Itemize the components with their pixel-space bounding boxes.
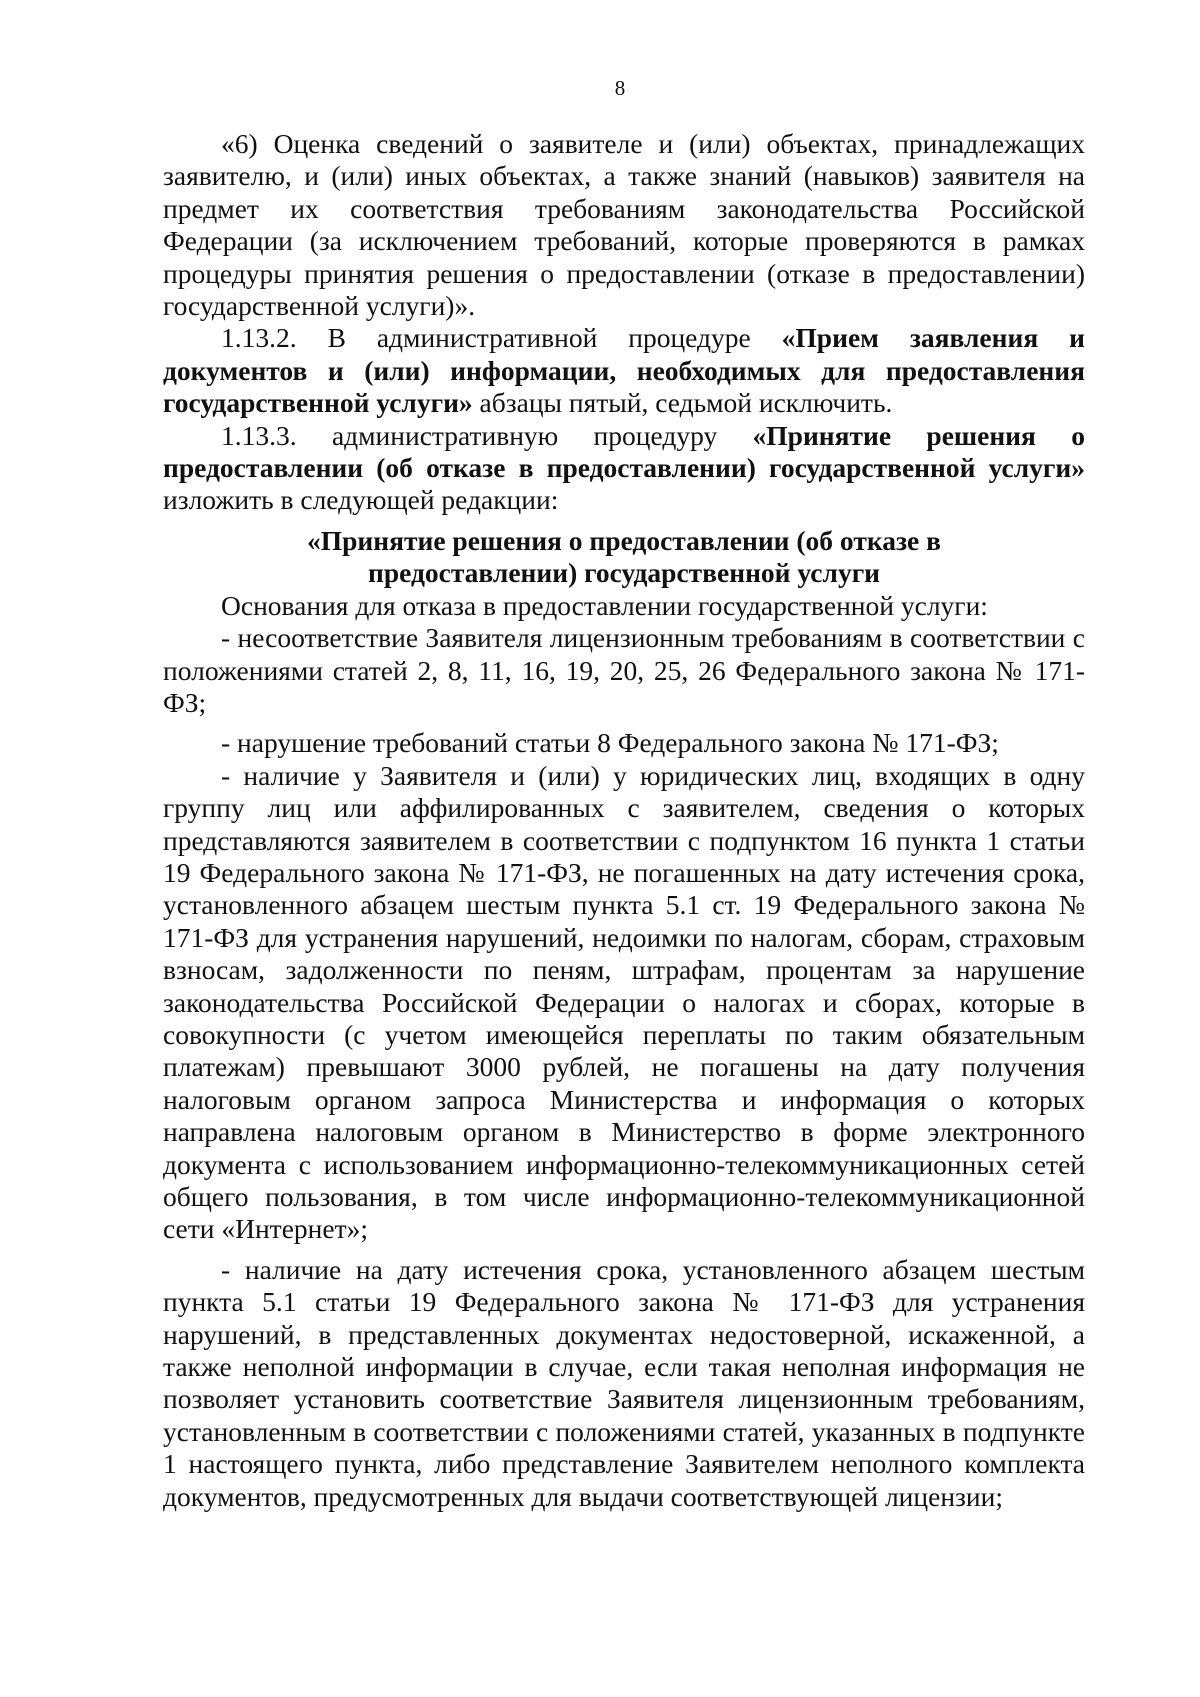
list-item-inaccurate-info: - наличие на дату истечения срока, установленного абзацем шестым пункта 5.1 статьи 19 Федерального закона № 171-ФЗ для устранения нарушений, в представленных документах недостоверной, искаженной, а также неполной информации в случае, если такая неполная информация не позволяет установить соответствие Заявителя лицензионным требованиям, установленным в соответствии с положениями статей, указанных в подпункте 1 настоящего пункта, либо представление Заявителем неполного комплекта документов, предусмотренных для выдачи соответствующей лицензии; [163,1253,1085,1512]
paragraph-grounds: Основания для отказа в предоставлении государственной услуги: [221,589,988,621]
paragraph-assessment: «6) Оценка сведений о заявителе и (или) объектах, принадлежащих заявителю, и (или) иных объектах, а также знаний (навыков) заявителя на предмет их соответствия требованиям законодательства Российской Федерации (за исключением требований, которые проверяются в рамках процедуры принятия решения о предоставлении (отказе в предоставлении) государственной услуги)». [163,128,1085,322]
paragraph-1-13-3-intro: 1.13.3. административную процедуру [221,419,753,451]
paragraph-1-13-3 [163,420,1085,517]
paragraph-1-13-2-intro: 1.13.2. В административной процедуре [221,322,782,354]
page-number: 8 [614,76,626,100]
section-heading: «Принятие решения о предоставлении (об отказе в предоставлении) государственной услуги [307,524,941,589]
list-item-noncompliance: - несоответствие Заявителя лицензионным требованиям в соответствии с положениями статей 2, 8, 11, 16, 19, 20, 25, 26 Федерального закона № 171-ФЗ; [163,622,1085,718]
paragraph-1-13-3-procedure-name: «Принятие решения о предоставлении (об отказе в предоставлении) государственной услуги» [163,419,1085,484]
paragraph-1-13-2-rest: абзацы пятый, седьмой исключить. [472,387,893,419]
list-item-tax-debt: - наличие у Заявителя и (или) у юридических лиц, входящих в одну группу лиц или аффилированных с заявителем, сведения о которых представляются заявителем в соответствии с подпунктом 16 пункта 1 статьи 19 Федерального закона № 171-ФЗ, не погашенных на дату истечения срока, установленного абзацем шестым пункта 5.1 ст. 19 Федерального закона № 171-ФЗ для устранения нарушений, недоимки по налогам, сборам, страховым взносам, задолженности по пеням, штрафам, процентам за нарушение законодательства Российской Федерации о налогах и сборах, которые в совокупности (с учетом имеющейся переплаты по таким обязательным платежам) превышают 3000 рублей, не погашены на дату получения налоговым органом запроса Министерства и информация о которых направлена налоговым органом в Министерство в форме электронного документа с использованием информационно-телекоммуникационных сетей общего пользования, в том числе информационно-телекоммуникационной сети «Интернет»; [163,759,1085,1245]
document-body [163,128,1085,1513]
paragraph-1-13-2 [163,322,1085,419]
paragraph-1-13-3-rest: изложить в следующей редакции: [163,484,559,516]
list-item-violation: - нарушение требований статьи 8 Федерального закона № 171-ФЗ; [221,727,999,759]
paragraph-1-13-2-procedure-name: «Прием заявления и документов и (или) информации, необходимых для предоставления государственной услуги» [163,322,1085,419]
